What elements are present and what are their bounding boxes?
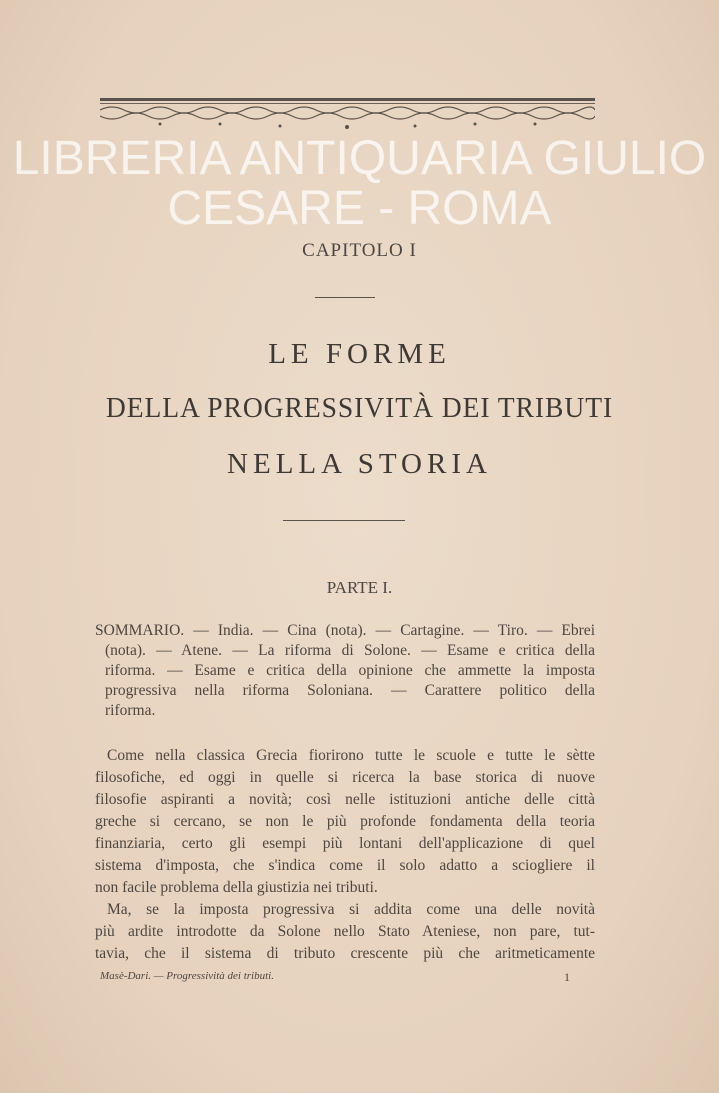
body-line: Come nella classica Grecia fiorirono tutte le scuole e tutte le sètte bbox=[107, 747, 595, 764]
title-line-2: DELLA PROGRESSIVITÀ DEI TRIBUTI bbox=[105, 392, 614, 424]
chapter-heading: CAPITOLO I bbox=[302, 240, 417, 261]
divider bbox=[315, 297, 375, 298]
body-line: più ardite introdotte da Solone nello Stato Ateniese, non pare, tut- bbox=[95, 923, 595, 940]
footer-signature: Masè-Dari. — Progressività dei tributi. bbox=[100, 970, 274, 982]
title-line-3: NELLA STORIA bbox=[227, 448, 492, 480]
divider bbox=[283, 520, 405, 521]
summary-line: riforma. — Esame e critica della opinione che ammette la imposta bbox=[105, 662, 595, 679]
body-text bbox=[95, 745, 595, 965]
summary-line: SOMMARIO. — India. — Cina (nota). — Cartagine. — Tiro. — Ebrei bbox=[95, 622, 595, 639]
body-line: tavia, che il sistema di tributo crescente più che aritmeticamente bbox=[95, 945, 595, 962]
body-line: sistema d'imposta, che s'indica come il solo adatto a sciogliere il bbox=[95, 857, 595, 874]
body-line: greche si cercano, se non le più profonde fondamenta della teoria bbox=[95, 813, 595, 830]
summary-line: riforma. bbox=[105, 702, 156, 719]
summary-line: (nota). — Atene. — La riforma di Solone. — Esame e critica della bbox=[105, 642, 595, 659]
summary-line: progressiva nella riforma Soloniana. — Carattere politico della bbox=[105, 682, 595, 699]
body-line: finanziaria, certo gli esempi più lontani dell'applicazione di quel bbox=[95, 835, 595, 852]
ornamental-header-border bbox=[100, 96, 595, 130]
body-line: non facile problema della giustizia nei tributi. bbox=[95, 879, 378, 896]
watermark: LIBRERIA ANTIQUARIA GIULIO CESARE - ROMA bbox=[12, 132, 707, 235]
body-line: Ma, se la imposta progressiva si addita come una delle novità bbox=[107, 901, 595, 918]
page-footer bbox=[100, 970, 570, 982]
summary bbox=[95, 621, 595, 721]
title-line-1: LE FORME bbox=[268, 338, 451, 370]
part-heading: PARTE I. bbox=[326, 578, 393, 597]
body-line: filosofiche, ed oggi in quelle si ricerca la base storica di nuove bbox=[95, 769, 595, 786]
page-number: 1 bbox=[564, 970, 570, 984]
body-line: filosofie aspiranti a novità; così nelle istituzioni antiche delle città bbox=[95, 791, 595, 808]
